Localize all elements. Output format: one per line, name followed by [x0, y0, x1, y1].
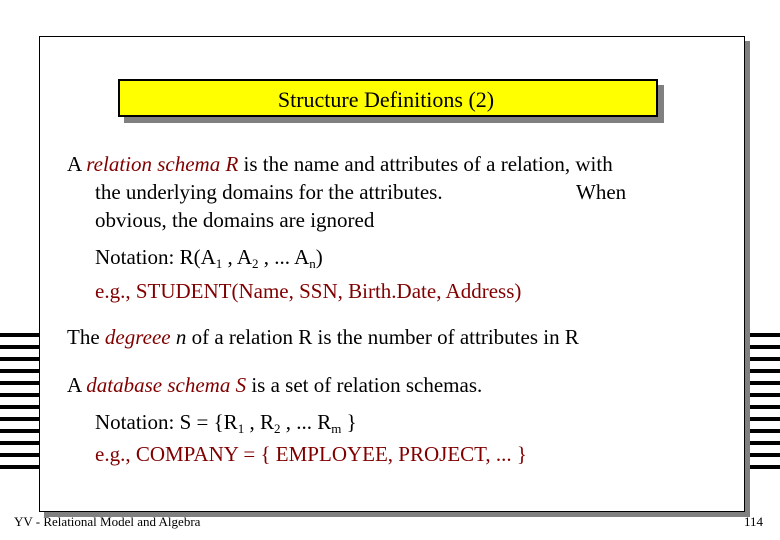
footer-course: YV - Relational Model and Algebra — [14, 514, 201, 529]
page-title: Structure Definitions (2) — [277, 87, 495, 112]
para2-line: The degreee n of a relation R is the number of attributes in R — [67, 325, 579, 349]
para1-line2-tail: When — [576, 180, 627, 204]
left-stripes-decoration — [0, 333, 40, 483]
para1-example: e.g., STUDENT(Name, SSN, Birth.Date, Address) — [95, 279, 522, 303]
para1-notation: Notation: $R(A_1$ , $A_2$ , ... $A_n$) — [95, 245, 323, 271]
relation-schema-term: relation schema R — [86, 152, 239, 176]
para3-notation: Notation: $S = \{R_1$ , $R_2$ , ... $R_m$ } — [95, 410, 357, 436]
para3-line1: A database schema S is a set of relation schemas. — [67, 373, 483, 397]
para1-line1: A relation schema R is the name and attributes of a relation, with — [67, 152, 613, 176]
footer-page-number: 114 — [744, 514, 764, 529]
para1-line3: obvious, the domains are ignored — [95, 208, 375, 232]
degree-term: degreee — [104, 325, 171, 349]
para1-line2: the underlying domains for the attributes. — [95, 180, 443, 204]
para3-example: e.g., COMPANY = { EMPLOYEE, PROJECT, ... } — [95, 442, 528, 466]
database-schema-term: database schema S — [86, 373, 247, 397]
title-box — [118, 79, 658, 117]
